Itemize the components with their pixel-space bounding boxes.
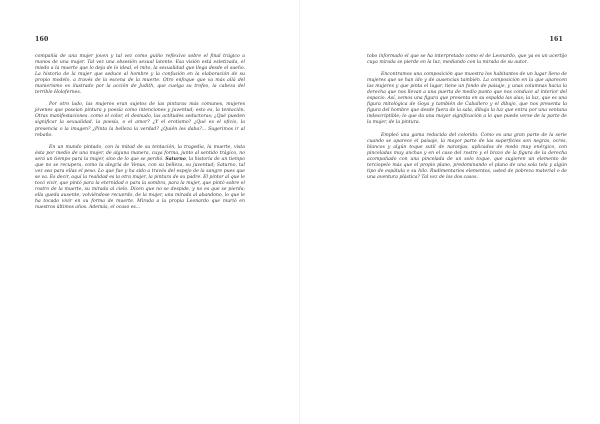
page-number: 161 <box>549 36 563 43</box>
paragraph: tobo informado el que se ha interpretado como el de Leonardo, que ya es un acertijo cuya mirada se pierde en la luz, mediando con la mirada de su autor. <box>367 54 567 66</box>
right-text-block <box>367 54 567 187</box>
paragraph: Encontramos una composición que muestra los habitantes de un lugar lleno de mujeres que se han ido y de ausencias también. La composición en la que aparecen las mujeres y que pinta el lugar, tiene un fondo de paisaje, y unas columnas hacia la derecha que nos llevan a una puerta de medio punto que nos conduce al interior del espacio. Así, vemos una figura que presenta en su espalda las alas; la luz, que es una figura mitológica de Goya y también de Caballero y el dibujo, que nos presenta la figura del hombre que desde fuera de la sala, dibuja la luz que entra por una ventana indescriptible; lo que da una mayor significación a lo que puede verse de la parte de la mujer, de la pintura. <box>367 72 567 126</box>
paragraph: En un mundo pintado, con la mitad de su tentación, la tragedia, la muerte, vista ésta por medio de una mujer, de alguna manera, cuya forma, junto al sentido trágico, no será un tiempo para la mujer, sino de lo que se perdió. Saturno, la historia de un tiempo que no se recupera, como la alegría de Venus, con su belleza, su juventud; Saturno, tal vez sea para ellas el peso. Lo que fue y ha sido a través del espejo de la sangre pues que se va. Es decir, aquí la realidad es la otra mujer, la pintura de su padre. El pintor al que le tocó vivir, que pintó para la eternidad o para la sombra, para la mujer, que pintó sobre el rostro de la muerte, su mirada al cielo. Dicen que no se despide, y no es que se pierda; ella queda ausente, volviéndose recuerdo, de la mujer, una mirada al abandono, lo que le ha tocado vivir en su forma de muerte. Mirada a la propia Leonardo que murió en nuestros últimos años. Además, el ocaso es... <box>35 144 245 211</box>
paragraph: Empleó una gama reducida del colorido. Como es una gran parte de la serie cuando se aparece el paisaje, la mayor parte de las superficies son negras, ocres, blancos y algún toque sutil de naranjas, aplicados de modo muy enérgico, con pinceladas muy anchas y en el caso del rostro y el brazo de la figura de la derecha acompañado con una pincelada de un solo toque, que sugieren un elemento de terciopelo más que el propio plano, predominando el plano de una sola tela y algún tipo de espátula o su hilo. Rudimentarios elementos, usted de pobreza material o de una aventura plástica? Tal vez de los dos casos. <box>367 132 567 180</box>
right-page <box>300 0 600 424</box>
page-number: 160 <box>35 36 49 43</box>
paragraph: Por otro lado, las mujeres eran sujetos de las pinturas más comunes, mujeres jóvenes que poseían pintura y poesía como intenciones y juventud; esto es, la tentación. Otras manifestaciones, como el color, el desnudo, las actitudes seductoras; ¿Qué pueden significar la sexualidad, la poesía, o el amor? ¿Y el erotismo? ¿Qué es el oficio, la presencia o la imagen? ¿Pinta la belleza la verdad? ¿Quién les daba?... Sugerimos ir al rebaño. <box>35 102 245 138</box>
bold-term: Saturno <box>165 156 186 162</box>
paragraph: compañía de una mujer joven y tal vez como guiño reflexivo sobre el final trágico a manos de una mujer. Tal vez una obsesión sexual latente. Esa visión está estetizada, el miedo a la muerte que lo deja de lo ideal, el mito, la sexualidad que llega desde el sueño. La historia de la mujer que seduce al hombre y la confusión en la elaboración de su propio modelo, a través de la escena de la muerte. Otro enfoque que va más allá del manierismo es ilustrado por la acción de Judith, que cuelga su trofeo, la cabeza del terrible Holofernes. <box>35 54 245 96</box>
left-text-block <box>35 54 245 217</box>
